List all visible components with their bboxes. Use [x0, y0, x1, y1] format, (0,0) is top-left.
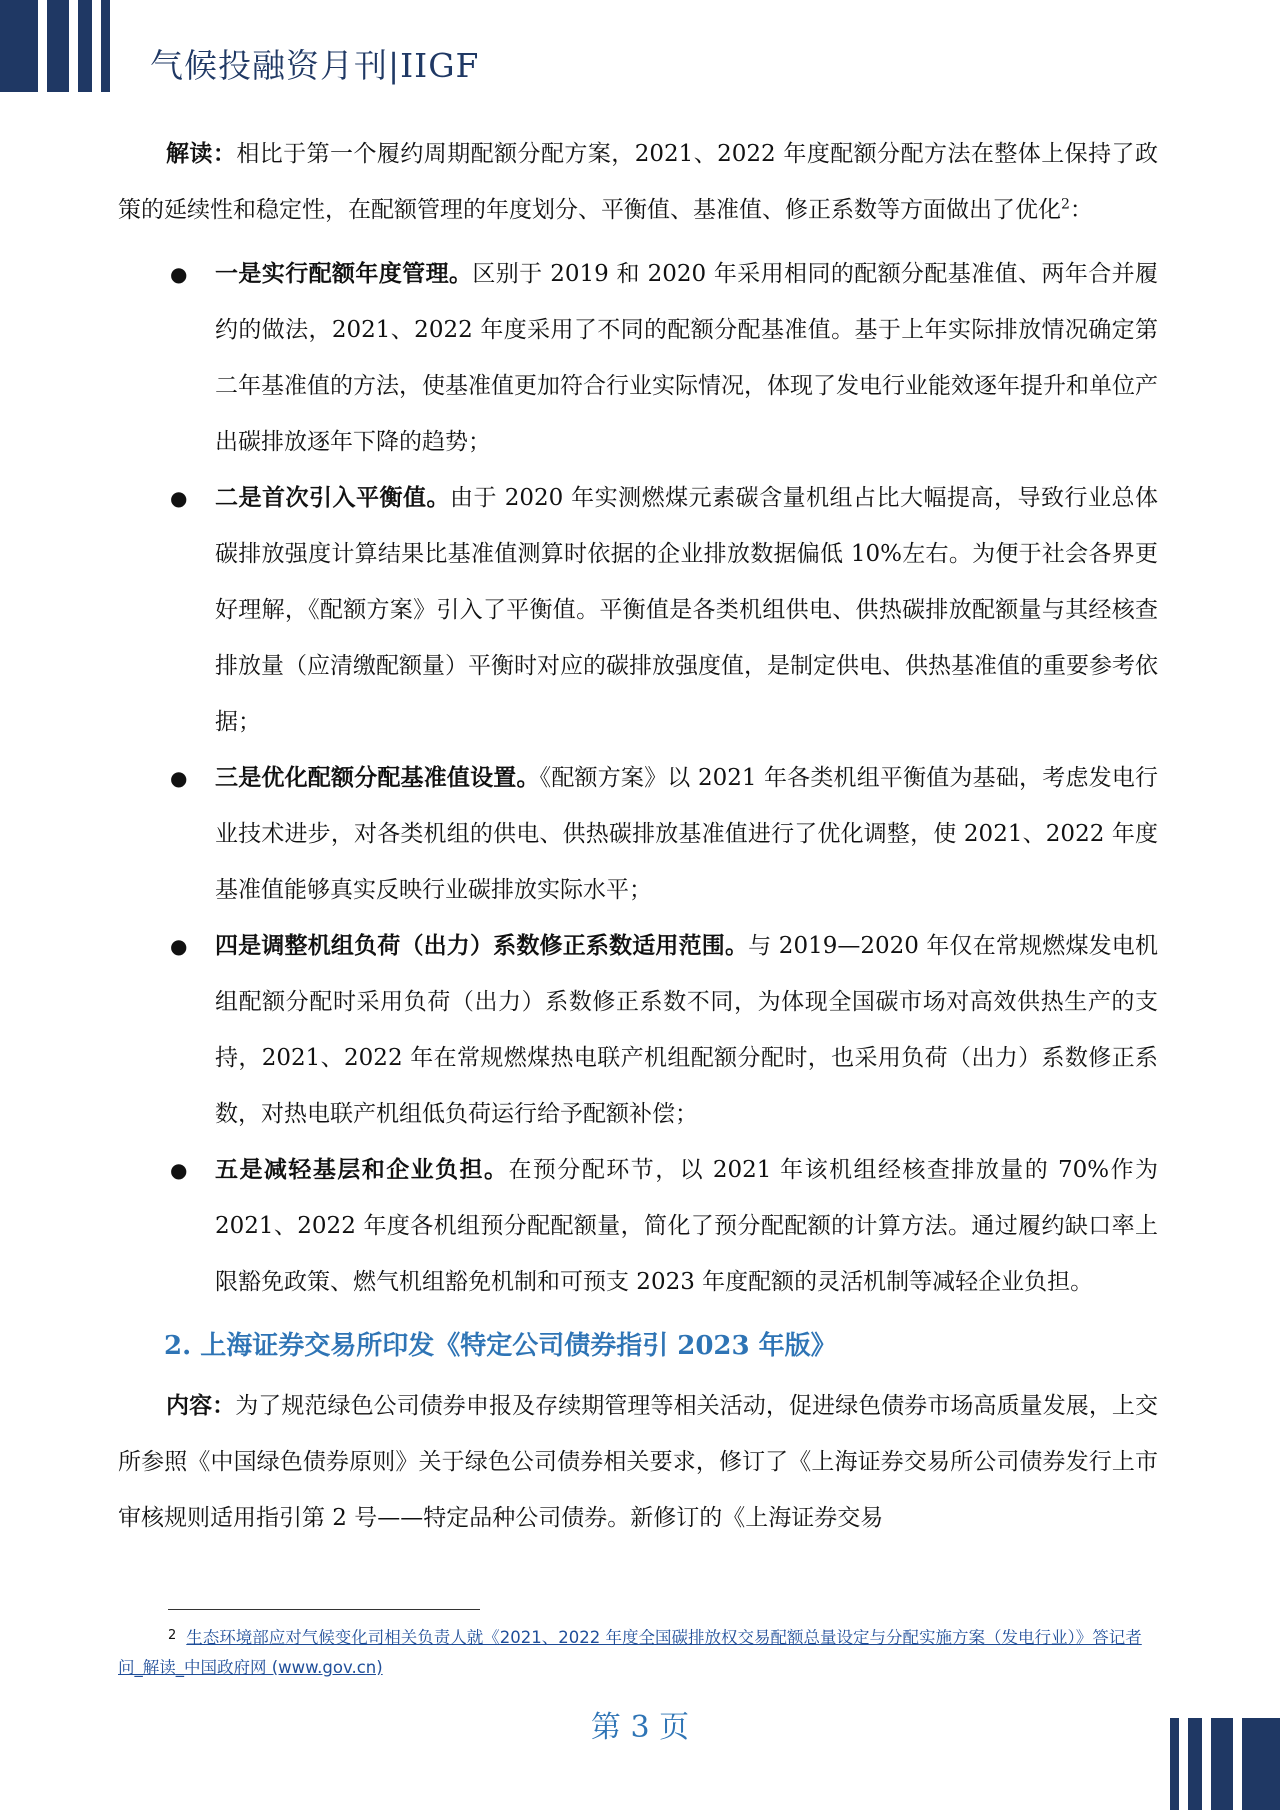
section2-paragraph: [118, 1378, 1158, 1546]
footnote-link[interactable]: 生态环境部应对气候变化司相关负责人就《2021、2022 年度全国碳排放权交易配额总量设定与分配实施方案（发电行业）》答记者问_解读_中国政府网 (www.gov.cn): [118, 1628, 1142, 1677]
list-item: [118, 1142, 1158, 1310]
intro-text: 相比于第一个履约周期配额分配方案，2021、2022 年度配额分配方法在整体上保持了政策的延续性和稳定性，在配额管理的年度划分、平衡值、基准值、修正系数等方面做出了优化: [118, 141, 1158, 223]
bullet-text: 由于 2020 年实测燃煤元素碳含量机组占比大幅提高，导致行业总体碳排放强度计算结果比基准值测算时依据的企业排放数据偏低 10%左右。为便于社会各界更好理解，《配额方案》引入了平衡值。平衡值是各类机组供电、供热碳排放配额量与其经核查排放量（应清缴配额量）平衡时对应的碳排放强度值，是制定供电、供热基准值的重要参考依据；: [215, 485, 1159, 735]
section2-label: 内容：: [166, 1392, 236, 1419]
bullet-icon: ●: [170, 934, 188, 958]
footer-bar: [1188, 1718, 1202, 1810]
bullet-icon: ●: [170, 262, 188, 286]
list-item: [118, 918, 1158, 1142]
header-bar: [47, 0, 69, 92]
footer-bars-decoration: [1161, 1718, 1280, 1810]
footnote-divider: [168, 1609, 480, 1610]
list-item: [118, 246, 1158, 470]
bullet-text: 在预分配环节，以 2021 年该机组经核查排放量的 70%作为 2021、2022 年度各机组预分配配额量，简化了预分配配额的计算方法。通过履约缺口率上限豁免政策、燃气机组豁免机制和可预支 2023 年度配额的灵活机制等减轻企业负担。: [215, 1157, 1158, 1295]
bullet-bold: 四是调整机组负荷（出力）系数修正系数适用范围。: [215, 932, 749, 959]
intro-label: 解读：: [166, 140, 237, 167]
page-content: [118, 126, 1158, 1546]
footnote-ref[interactable]: 2: [1061, 196, 1070, 213]
bullet-text: 《配额方案》以 2021 年各类机组平衡值为基础，考虑发电行业技术进步，对各类机组的供电、供热碳排放基准值进行了优化调整，使 2021、2022 年度基准值能够真实反映行业碳排放实际水平；: [215, 765, 1159, 903]
bullet-icon: ●: [170, 486, 188, 510]
bullet-list: [118, 246, 1158, 1310]
page-number: 第 3 页: [590, 1710, 690, 1745]
bullet-icon: ●: [170, 766, 188, 790]
section2-text: 为了规范绿色公司债券申报及存续期管理等相关活动，促进绿色债券市场高质量发展，上交所参照《中国绿色债券原则》关于绿色公司债券相关要求，修订了《上海证券交易所公司债券发行上市审核规则适用指引第 2 号——特定品种公司债券。新修订的《上海证券交易: [118, 1393, 1159, 1531]
bullet-icon: ●: [170, 1158, 188, 1182]
intro-end: ：: [1069, 197, 1093, 223]
bullet-bold: 二是首次引入平衡值。: [215, 484, 450, 511]
header-bars-decoration: [0, 0, 119, 92]
footer-bar: [1211, 1718, 1233, 1810]
section-heading: 2. 上海证券交易所印发《特定公司债券指引 2023 年版》: [164, 1331, 837, 1361]
footer-bar: [1170, 1718, 1179, 1810]
header-bar: [101, 0, 110, 92]
intro-paragraph: [118, 126, 1158, 238]
footnote-number: 2: [168, 1628, 177, 1643]
bullet-text: 与 2019—2020 年仅在常规燃煤发电机组配额分配时采用负荷（出力）系数修正系数不同，为体现全国碳市场对高效供热生产的支持，2021、2022 年在常规燃煤热电联产机组配额分配时，也采用负荷（出力）系数修正系数，对热电联产机组低负荷运行给予配额补偿；: [215, 933, 1158, 1127]
list-item: [118, 470, 1158, 750]
bullet-bold: 三是优化配额分配基准值设置。: [215, 764, 540, 791]
footer-bar: [1242, 1718, 1280, 1810]
bullet-bold: 一是实行配额年度管理。: [215, 260, 473, 287]
header-bar: [78, 0, 92, 92]
bullet-text: 区别于 2019 和 2020 年采用相同的配额分配基准值、两年合并履约的做法，2021、2022 年度采用了不同的配额分配基准值。基于上年实际排放情况确定第二年基准值的方法，使基准值更加符合行业实际情况，体现了发电行业能效逐年提升和单位产出碳排放逐年下降的趋势；: [215, 261, 1159, 455]
list-item: [118, 750, 1158, 918]
header-title: 气候投融资月刊|IIGF: [150, 46, 480, 85]
header-bar: [0, 0, 38, 92]
footnote: [118, 1621, 1158, 1683]
bullet-bold: 五是减轻基层和企业负担。: [215, 1156, 509, 1183]
